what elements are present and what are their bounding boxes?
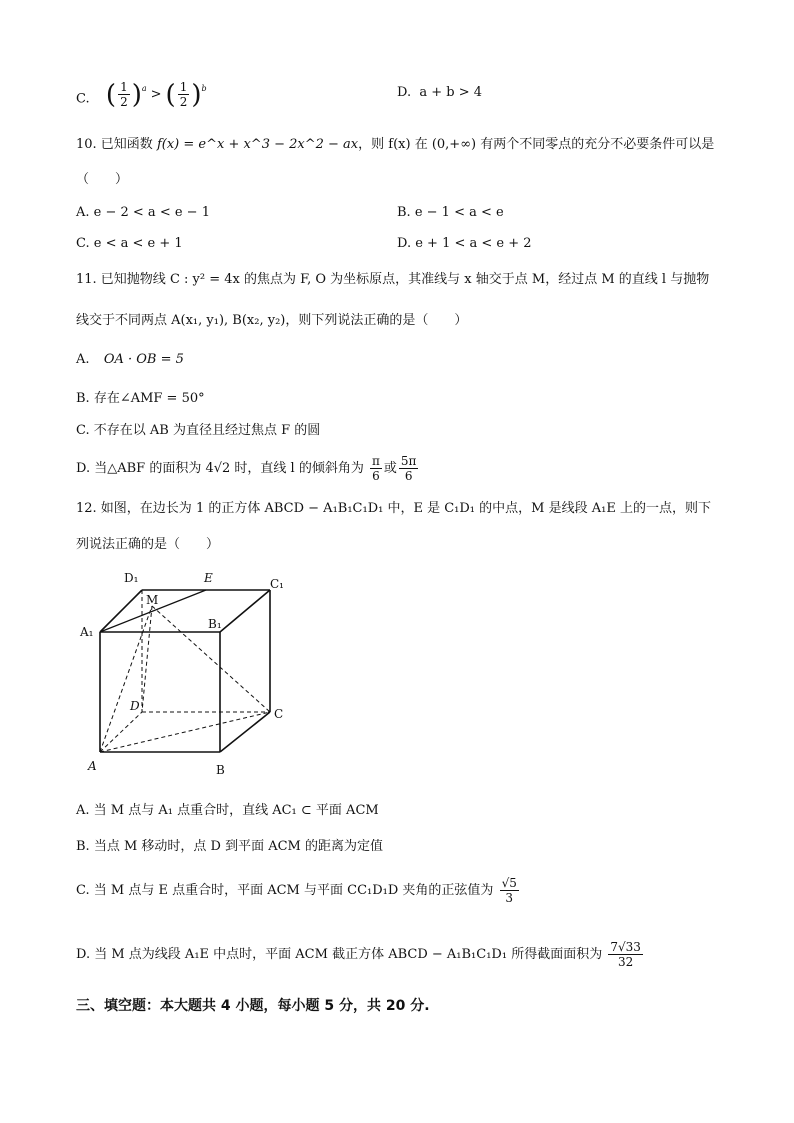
q11-option-a-text: OA · OB = 5 — [103, 352, 184, 367]
q9-option-d-text: a + b > 4 — [419, 85, 483, 100]
q11-stem-line1: 11. 已知抛物线 C : y² = 4x 的焦点为 F, O 为坐标原点，其准线与 x 轴交于点 M，经过点 M 的直线 l 与抛物 — [76, 272, 710, 287]
q12-option-d-numerator: 7√33 — [610, 940, 641, 954]
q11-option-d — [76, 454, 420, 483]
q9-option-d-label: D. — [397, 85, 412, 100]
q12-option-c — [76, 876, 521, 905]
cube-figure — [78, 568, 298, 780]
q10-option-c: C. e < a < e + 1 — [76, 236, 183, 251]
q10-stem-function: f(x) = e^x + x^3 − 2x^2 − ax — [156, 137, 359, 152]
q12-option-c-numerator: √5 — [501, 876, 517, 890]
label-b1: B₁ — [208, 617, 222, 631]
q12-option-b: B. 当点 M 移动时，点 D 到平面 ACM 的距离为定值 — [76, 839, 383, 854]
q11-frac2-denominator: 6 — [404, 469, 413, 483]
q12-option-d — [76, 940, 645, 969]
q11-frac1-denominator: 6 — [372, 469, 380, 483]
q12-stem-line1: 12. 如图，在边长为 1 的正方体 ABCD − A₁B₁C₁D₁ 中，E 是 C₁D₁ 的中点，M 是线段 A₁E 上的一点，则下 — [76, 501, 711, 516]
label-c1: C₁ — [270, 577, 284, 591]
q11-option-a-label: A. — [76, 352, 90, 367]
q10-option-d: D. e + 1 < a < e + 2 — [397, 236, 532, 251]
q12-option-c-fraction — [500, 876, 519, 905]
hidden-segment-a-m — [100, 606, 152, 752]
q10-stem-prefix: 10. 已知函数 — [76, 137, 153, 152]
q12-stem-line2: 列说法正确的是（ ） — [76, 537, 220, 552]
label-a1: A₁ — [80, 625, 94, 639]
q11-fraction-pi-6 — [370, 454, 382, 483]
q10-stem-suffix: ，则 f(x) 在 (0,+∞) 有两个不同零点的充分不必要条件可以是 — [358, 137, 715, 152]
q11-option-d-or: 或 — [383, 461, 397, 476]
q12-option-c-denominator: 3 — [505, 891, 514, 905]
q11-frac1-numerator: π — [371, 454, 380, 468]
q11-frac2-numerator: 5π — [400, 454, 417, 468]
q11-option-a — [76, 351, 184, 369]
q11-option-d-prefix: D. 当△ABF 的面积为 4√2 时，直线 l 的倾斜角为 — [76, 461, 364, 476]
q9-option-c-label: C. — [76, 91, 90, 107]
q9-option-d — [397, 84, 482, 102]
hidden-edge-a-d — [100, 712, 142, 752]
q9-option-c-expression: ( $\frac{1}{2}$ ) $^a$ > ( $\frac{1}{2}$ ) $^b$ — [105, 79, 207, 110]
q12-option-a: A. 当 M 点与 A₁ 点重合时，直线 AC₁ ⊂ 平面 ACM — [76, 803, 379, 818]
q11-fraction-5pi-6 — [399, 454, 419, 483]
label-c: C — [274, 707, 284, 721]
q10-stem — [76, 136, 714, 154]
q11-stem-line2: 线交于不同两点 A(x₁, y₁), B(x₂, y₂)，则下列说法正确的是（ ） — [76, 313, 468, 328]
q12-option-d-denominator: 32 — [617, 955, 634, 969]
q10-blank: （ ） — [76, 172, 129, 187]
q11-option-c: C. 不存在以 AB 为直径且经过焦点 F 的圆 — [76, 423, 321, 438]
edge-c1-b1 — [220, 590, 270, 632]
label-a: A — [88, 759, 97, 773]
label-d: D — [130, 699, 140, 713]
label-e: E — [204, 571, 213, 585]
q12-option-d-text: D. 当 M 点为线段 A₁E 中点时，平面 ACM 截正方体 ABCD − A₁B₁C₁D₁ 所得截面面积为 — [76, 947, 603, 962]
section-three-heading: 三、填空题：本大题共 4 小题，每小题 5 分，共 20 分. — [76, 998, 430, 1014]
edge-a1-d1 — [100, 590, 142, 632]
hidden-segment-m-d — [142, 606, 152, 712]
q11-option-b: B. 存在∠AMF = 50° — [76, 391, 205, 406]
label-m: M — [146, 593, 159, 607]
q10-option-b: B. e − 1 < a < e — [397, 205, 504, 220]
q10-option-a: A. e − 2 < a < e − 1 — [76, 205, 210, 220]
q12-option-c-text: C. 当 M 点与 E 点重合时，平面 ACM 与平面 CC₁D₁D 夹角的正弦值为 — [76, 883, 494, 898]
label-b: B — [216, 763, 225, 777]
q9-option-c — [76, 80, 207, 109]
label-d1: D₁ — [124, 571, 139, 585]
q12-option-d-fraction — [608, 940, 643, 969]
